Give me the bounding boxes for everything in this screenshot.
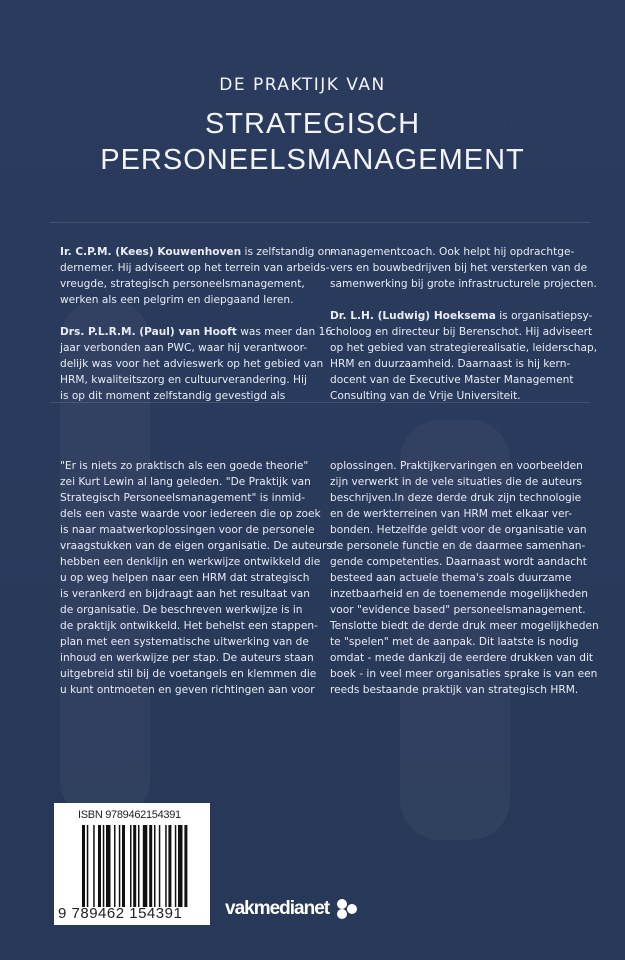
- line-text: choloog en directeur bij Berenschot. Hij adviseert: [330, 326, 593, 338]
- text-line: [330, 340, 597, 356]
- text-line: [60, 554, 332, 570]
- publisher-logo: [225, 898, 359, 920]
- text-line: [330, 324, 597, 340]
- line-text: gende competenties. Daarnaast wordt aandacht: [330, 556, 587, 568]
- text-line: [60, 356, 335, 372]
- barcode-bar: [138, 825, 140, 907]
- text-line: [330, 244, 597, 260]
- barcode-bar: [159, 825, 161, 907]
- text-line: [60, 292, 335, 308]
- line-text: bonden. Hetzelfde geldt voor de organisatie van: [330, 524, 587, 536]
- line-text: is op dit moment zelfstandig gevestigd als: [60, 390, 286, 402]
- text-line: [330, 538, 599, 554]
- text-line: [60, 586, 332, 602]
- line-text: de organisatie. De beschreven werkwijze is in: [60, 604, 303, 616]
- line-text: en de werkterreinen van HRM met elkaar ver-: [330, 508, 573, 520]
- line-text: Tenslotte biedt de derde druk meer mogelijkheden: [330, 620, 599, 632]
- barcode-bar: [98, 825, 101, 907]
- line-text: docent van de Executive Master Management: [330, 374, 574, 386]
- line-text: jaar verbonden aan PWC, waar hij verantwoor-: [60, 342, 308, 354]
- text-line: [60, 340, 335, 356]
- barcode-number: 9 789462 154391: [58, 905, 183, 922]
- line-text: zijn verwerkt in de vele situaties die de auteurs: [330, 476, 583, 488]
- text-line: [60, 244, 335, 260]
- text-line: [330, 666, 599, 682]
- barcode-bar: [154, 825, 156, 907]
- text-line: [60, 308, 335, 324]
- title-line-3: PERSONEELSMANAGEMENT: [100, 144, 525, 176]
- blurb-right: [330, 458, 599, 698]
- barcode-bar: [122, 825, 125, 907]
- author-bios-left: [60, 244, 335, 404]
- isbn-barcode: [54, 803, 210, 925]
- line-text: vreugde, strategisch personeelsmanagement,: [60, 278, 305, 290]
- text-line: [60, 474, 332, 490]
- line-text: is organisatiepsy-: [495, 310, 593, 322]
- text-line: [60, 324, 335, 340]
- text-line: [60, 260, 335, 276]
- barcode-bar: [87, 825, 89, 907]
- line-text: voor "evidence based" personeelsmanagement.: [330, 604, 586, 616]
- text-line: [60, 634, 332, 650]
- line-text: beschrijven.In deze derde druk zijn technologie: [330, 492, 582, 504]
- text-line: [330, 474, 599, 490]
- text-line: [60, 522, 332, 538]
- line-text: besteed aan actuele thema's zoals duurzame: [330, 572, 572, 584]
- text-line: [330, 308, 597, 324]
- divider: [50, 402, 590, 403]
- text-line: [60, 276, 335, 292]
- text-line: [60, 570, 332, 586]
- text-line: [60, 682, 332, 698]
- text-line: [330, 458, 599, 474]
- line-text: vers en bouwbedrijven bij het versterken van de: [330, 262, 588, 274]
- text-line: [330, 570, 599, 586]
- line-text: zei Kurt Lewin al lang geleden. "De Praktijk van: [60, 476, 311, 488]
- line-text: reeds bestaande praktijk van strategisch HRM.: [330, 684, 579, 696]
- text-line: [330, 490, 599, 506]
- line-text: "Er is niets zo praktisch als een goede theorie": [60, 460, 309, 472]
- barcode-bar: [93, 825, 95, 907]
- text-line: [330, 586, 599, 602]
- line-text: Consulting van de Vrije Universiteit.: [330, 390, 521, 402]
- barcode-bar: [82, 825, 85, 907]
- line-text: vraagstukken van de eigen organisatie. De auteurs: [60, 540, 332, 552]
- blurb-left: [60, 458, 332, 698]
- barcode-bar: [143, 825, 148, 907]
- line-text: op het gebied van strategierealisatie, leiderschap,: [330, 342, 598, 354]
- title-line-2: STRATEGISCH: [204, 108, 421, 140]
- line-text: samenwerking bij grote infrastructurele projecten.: [330, 278, 597, 290]
- barcode-bar: [103, 825, 105, 907]
- line-text: werken als een pelgrim en diepgaand leren.: [60, 294, 294, 306]
- text-line: [60, 618, 332, 634]
- text-line: [330, 276, 597, 292]
- line-text: omdat - mede dankzij de eerdere drukken van dit: [330, 652, 594, 664]
- text-line: [330, 602, 599, 618]
- line-text: plan met een systematische uitwerking van de: [60, 636, 309, 648]
- barcode-bar: [106, 825, 111, 907]
- text-line: [330, 506, 599, 522]
- line-text: uitgebreid stil bij de voetangels en klemmen die: [60, 668, 317, 680]
- text-line: [60, 372, 335, 388]
- line-text: Strategisch Personeelsmanagement" is inmid-: [60, 492, 306, 504]
- line-text: HRM en duurzaamheid. Daarnaast is hij kern-: [330, 358, 571, 370]
- line-text: oplossingen. Praktijkervaringen en voorbeelden: [330, 460, 583, 472]
- text-line: [330, 554, 599, 570]
- barcode-bar: [184, 825, 187, 907]
- text-line: [60, 458, 332, 474]
- line-text: hebben een denklijn en werkwijze ontwikkeld die: [60, 556, 321, 568]
- barcode-bar: [175, 825, 177, 907]
- line-text: was meer dan 16: [236, 326, 333, 338]
- line-text: managementcoach. Ook helpt hij opdrachtge-: [330, 246, 575, 258]
- text-line: [60, 538, 332, 554]
- text-line: [60, 490, 332, 506]
- barcode-bar: [130, 825, 132, 907]
- text-line: [330, 522, 599, 538]
- text-line: [330, 292, 597, 308]
- text-line: [330, 650, 599, 666]
- line-text: inhoud en werkwijze per stap. De auteurs staan: [60, 652, 314, 664]
- text-line: [330, 372, 597, 388]
- barcode-bar: [114, 825, 116, 907]
- text-line: [60, 650, 332, 666]
- book-title: [0, 72, 625, 178]
- text-line: [330, 618, 599, 634]
- line-text: HRM, kwaliteitszorg en cultuurverandering. Hij: [60, 374, 307, 386]
- line-text: delijk was voor het advieswerk op het gebied van: [60, 358, 324, 370]
- publisher-name: vakmedianet: [225, 898, 330, 919]
- barcode-bar: [119, 825, 121, 907]
- title-line-1: DE PRAKTIJK VAN: [219, 75, 386, 95]
- line-text: u kunt ontmoeten en geven richtingen aan voor: [60, 684, 315, 696]
- text-line: [330, 634, 599, 650]
- line-text: de personele functie en de daarmee samenhan-: [330, 540, 586, 552]
- line-text: dels een vaste waarde voor iedereen die op zoek: [60, 508, 321, 520]
- author-name: Dr. L.H. (Ludwig) Hoeksema: [330, 310, 496, 322]
- text-line: [330, 260, 597, 276]
- line-text: inzetbaarheid en de toenemende mogelijkheden: [330, 588, 588, 600]
- isbn-label: ISBN 9789462154391: [78, 809, 181, 821]
- barcode-bar: [165, 825, 167, 907]
- barcode-bar: [149, 825, 152, 907]
- line-text: dernemer. Hij adviseert op het terrein van arbeids-: [60, 262, 330, 274]
- line-text: te "spelen" met de aanpak. Dit laatste is nodig: [330, 636, 579, 648]
- line-text: is naar maatwerkoplossingen voor de personele: [60, 524, 315, 536]
- hexagon-cluster-icon: [333, 898, 359, 920]
- divider: [50, 222, 590, 223]
- line-text: boek - in veel meer organisaties sprake is van een: [330, 668, 598, 680]
- barcode-bar: [168, 825, 171, 907]
- line-text: is zelfstandig on-: [241, 246, 335, 258]
- author-name: Ir. C.P.M. (Kees) Kouwenhoven: [60, 246, 242, 258]
- text-line: [330, 682, 599, 698]
- text-line: [60, 506, 332, 522]
- line-text: de praktijk ontwikkeld. Het behelst een stappen-: [60, 620, 318, 632]
- text-line: [60, 666, 332, 682]
- author-name: Drs. P.L.R.M. (Paul) van Hooft: [60, 326, 237, 338]
- barcode-bars: [82, 825, 198, 907]
- line-text: is verankerd en bijdraagt aan het resultaat van: [60, 588, 311, 600]
- line-text: u op weg helpen naar een HRM dat strategisch: [60, 572, 310, 584]
- text-line: [330, 356, 597, 372]
- barcode-bar: [133, 825, 136, 907]
- barcode-bar: [178, 825, 183, 907]
- text-line: [60, 602, 332, 618]
- author-bios-right: [330, 244, 597, 404]
